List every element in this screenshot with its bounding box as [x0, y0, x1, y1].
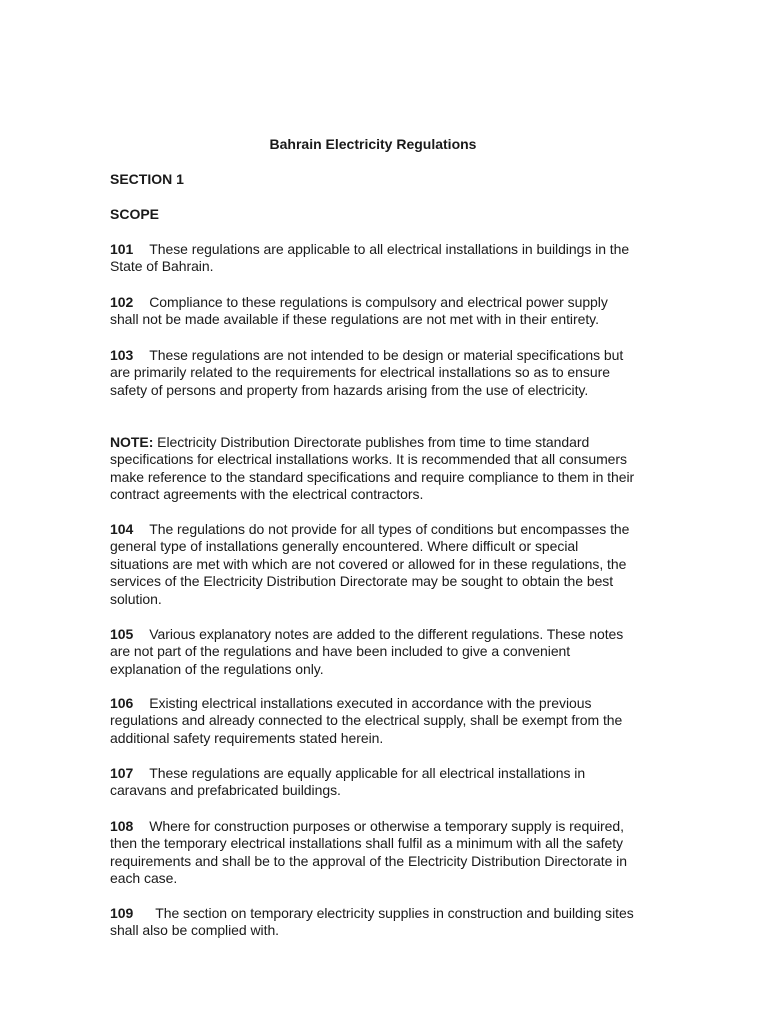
paragraph-104 [110, 521, 640, 608]
paragraph-text: Existing electrical installations executed in accordance with the previous regulations and already connected to the electrical supply, shall be exempt from the additional safety requirements stated herein. [110, 695, 623, 746]
paragraph-number: 104 [110, 521, 134, 537]
note-text: Electricity Distribution Directorate publishes from time to time standard specifications for electrical installations works. It is recommended that all consumers make reference to the standard specifications and require compliance to them in their contract agreements with the electrical contractors. [110, 434, 635, 503]
paragraph-number: 102 [110, 294, 134, 310]
paragraph-107 [110, 765, 640, 800]
paragraph-number: 108 [110, 818, 134, 834]
paragraph-text: Various explanatory notes are added to the different regulations. These notes are not part of the regulations and have been included to give a convenient explanation of the regulations only. [110, 626, 624, 677]
paragraph-text: The section on temporary electricity supplies in construction and building sites shall also be complied with. [110, 905, 634, 939]
paragraph-number: 105 [110, 626, 134, 642]
paragraph-number: 101 [110, 241, 134, 257]
paragraph-number: 103 [110, 347, 134, 363]
document-title: Bahrain Electricity Regulations [269, 136, 477, 152]
paragraph-text: The regulations do not provide for all types of conditions but encompasses the general type of installations generally encountered. Where difficult or special situations are met with which are not covered or allowed for in these regulations, the services of the Electricity Distribution Directorate may be sought to obtain the best solution. [110, 521, 630, 607]
paragraph-text: Compliance to these regulations is compulsory and electrical power supply shall not be made available if these regulations are not met with in their entirety. [110, 294, 608, 328]
paragraph-103 [110, 347, 640, 399]
paragraph-number: 107 [110, 765, 134, 781]
paragraph-102 [110, 294, 640, 329]
paragraph-101 [110, 241, 640, 276]
note-label: NOTE: [110, 434, 154, 450]
paragraph-text: Where for construction purposes or otherwise a temporary supply is required, then the temporary electrical installations shall fulfil as a minimum with all the safety requirements and shall be to the approval of the Electricity Distribution Directorate in each case. [110, 818, 627, 887]
paragraph-number: 106 [110, 695, 134, 711]
scope-heading: SCOPE [110, 206, 160, 222]
paragraph-text: These regulations are applicable to all electrical installations in buildings in the State of Bahrain. [110, 241, 630, 275]
paragraph-text: These regulations are equally applicable for all electrical installations in caravans and prefabricated buildings. [110, 765, 586, 799]
paragraph-text: These regulations are not intended to be design or material specifications but are primarily related to the requirements for electrical installations so as to ensure safety of persons and property from hazards arising from the use of electricity. [110, 347, 624, 398]
paragraph-number: 109 [110, 905, 134, 921]
note-paragraph [110, 434, 640, 504]
paragraph-108 [110, 818, 640, 888]
paragraph-106 [110, 695, 640, 747]
paragraph-105 [110, 626, 640, 678]
paragraph-109 [110, 905, 640, 940]
section-heading: SECTION 1 [110, 171, 184, 187]
